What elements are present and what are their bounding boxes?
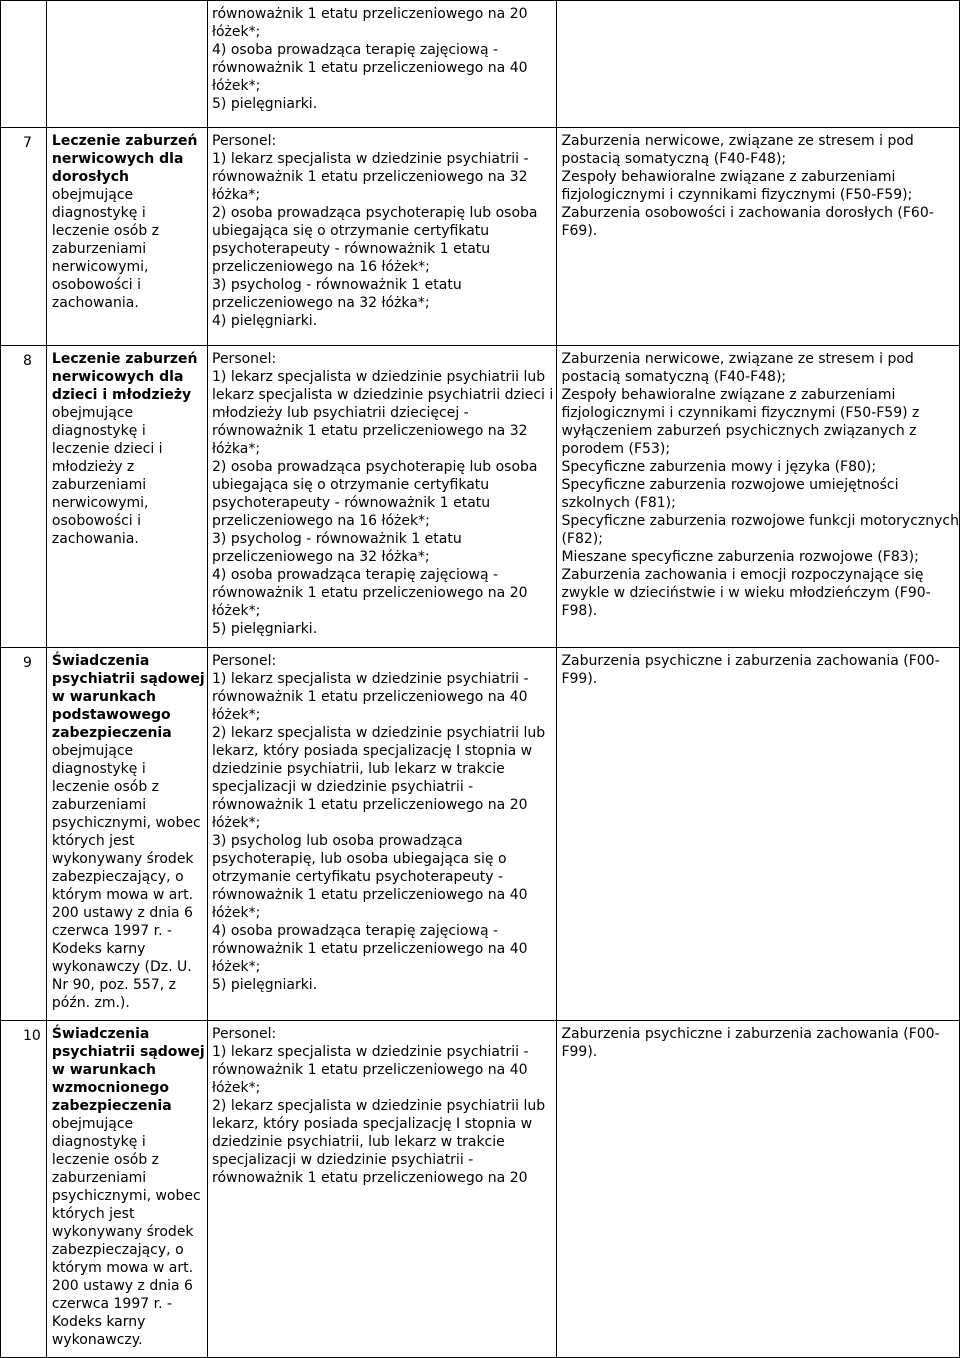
staff-line: przeliczeniowego na 32 łóżka*; [212, 295, 430, 311]
icd-line: Zespoły behawioralne związane z zaburzeniami [561, 387, 896, 403]
staff-line: Personel: [212, 653, 277, 669]
icd-line: Zespoły behawioralne związane z zaburzeniami [561, 169, 896, 185]
icd-line: F69). [561, 223, 598, 239]
staff-requirements-cell [208, 128, 557, 346]
icd-line: Specyficzne zaburzenia rozwojowe funkcji motorycznych [561, 513, 959, 529]
row-number: 8 [1, 346, 47, 648]
staff-line: 1) lekarz specjalista w dziedzinie psychiatrii - [212, 1044, 529, 1060]
staff-requirements-cell [208, 1021, 557, 1358]
row-number [1, 1, 47, 128]
service-name-cell [46, 346, 207, 648]
staff-line: dziedzinie psychiatrii, lub lekarz w trakcie [212, 1134, 505, 1150]
icd-line: fizjologicznymi i czynnikami fizycznymi (F50-F59) z [561, 405, 920, 421]
icd-line: (F82); [561, 531, 603, 547]
icd-line: postacią somatyczną (F40-F48); [561, 151, 787, 167]
icd-line: Specyficzne zaburzenia rozwojowe umiejętności [561, 477, 899, 493]
icd-line: zwykle w dzieciństwie i w wieku młodzieńczym (F90- [561, 585, 931, 601]
icd-line: wyłączeniem zaburzeń psychicznych związanych z [561, 423, 917, 439]
service-description: obejmujące diagnostykę i leczenie osób z zaburzeniami psychicznymi, wobec których jest wykonywany środek zabezpieczający, o którym mowa w art. 200 ustawy z dnia 6 czerwca 1997 r. - Kodeks karny wykonawczy (Dz. U. Nr 90, poz. 557, z późn. zm.). [51, 743, 201, 1011]
icd-line: Specyficzne zaburzenia mowy i języka (F80); [561, 459, 877, 475]
icd-line: szkolnych (F81); [561, 495, 676, 511]
staff-line: 2) osoba prowadząca psychoterapię lub osoba [212, 459, 538, 475]
icd-line: Zaburzenia psychiczne i zaburzenia zachowania (F00- [561, 1026, 940, 1042]
table-row [1, 346, 960, 648]
staff-line: 4) osoba prowadząca terapię zajęciową - [212, 923, 499, 939]
staff-line: 5) pielęgniarki. [212, 96, 318, 112]
icd-line: Zaburzenia psychiczne i zaburzenia zachowania (F00- [561, 653, 940, 669]
staff-line: lekarz, który posiada specjalizację I stopnia w [212, 743, 533, 759]
staff-line: psychoterapeuty - równoważnik 1 etatu [212, 241, 491, 257]
staff-requirements-cell [208, 1, 557, 128]
service-name-cell [46, 648, 207, 1021]
table-row [1, 648, 960, 1021]
icd-codes-cell [557, 128, 960, 346]
staff-line: łóżek*; [212, 78, 261, 94]
icd-codes-cell [557, 346, 960, 648]
staff-line: łóżka*; [212, 187, 261, 203]
staff-line: łóżek*; [212, 905, 261, 921]
staff-line: 5) pielęgniarki. [212, 621, 318, 637]
staff-line: równoważnik 1 etatu przeliczeniowego na 20 [212, 797, 528, 813]
staff-line: łóżek*; [212, 603, 261, 619]
staff-line: 4) pielęgniarki. [212, 313, 318, 329]
icd-line: F99). [561, 671, 598, 687]
icd-codes-cell [557, 1021, 960, 1358]
staff-line: 2) osoba prowadząca psychoterapię lub osoba [212, 205, 538, 221]
staff-line: lekarz specjalista w dziedzinie psychiatrii dzieci i [212, 387, 554, 403]
staff-line: dziedzinie psychiatrii, lub lekarz w trakcie [212, 761, 505, 777]
row-number: 7 [1, 128, 47, 346]
staff-line: 3) psycholog lub osoba prowadząca [212, 833, 463, 849]
service-name-cell [46, 128, 207, 346]
staff-line: otrzymanie certyfikatu psychoterapeuty - [212, 869, 504, 885]
staff-line: Personel: [212, 1026, 277, 1042]
staff-line: 2) lekarz specjalista w dziedzinie psychiatrii lub [212, 725, 546, 741]
staff-line: 1) lekarz specjalista w dziedzinie psychiatrii lub [212, 369, 546, 385]
icd-line: Zaburzenia nerwicowe, związane ze stresem i pod [561, 351, 914, 367]
staff-line: równoważnik 1 etatu przeliczeniowego na 40 [212, 689, 528, 705]
staff-line: 3) psycholog - równoważnik 1 etatu [212, 531, 462, 547]
staff-line: łóżek*; [212, 959, 261, 975]
staff-line: równoważnik 1 etatu przeliczeniowego na 40 [212, 60, 528, 76]
icd-line: porodem (F53); [561, 441, 671, 457]
row-number: 9 [1, 648, 47, 1021]
staff-line: przeliczeniowego na 16 łóżek*; [212, 259, 430, 275]
staff-line: psychoterapię, lub osoba ubiegająca się o [212, 851, 507, 867]
staff-line: przeliczeniowego na 16 łóżek*; [212, 513, 430, 529]
staff-line: ubiegająca się o otrzymanie certyfikatu [212, 223, 490, 239]
staff-line: młodzieży lub psychiatrii dziecięcej - [212, 405, 469, 421]
service-name-cell [46, 1, 207, 128]
staff-line: 4) osoba prowadząca terapię zajęciową - [212, 567, 499, 583]
staff-line: równoważnik 1 etatu przeliczeniowego na 40 [212, 1062, 528, 1078]
staff-line: równoważnik 1 etatu przeliczeniowego na 32 [212, 423, 528, 439]
staff-line: Personel: [212, 351, 277, 367]
icd-line: Mieszane specyficzne zaburzenia rozwojowe (F83); [561, 549, 919, 565]
staff-line: lekarz, który posiada specjalizację I stopnia w [212, 1116, 533, 1132]
staff-line: 2) lekarz specjalista w dziedzinie psychiatrii lub [212, 1098, 546, 1114]
table-row [1, 128, 960, 346]
service-name-bold: Świadczenia psychiatrii sądowej w warunkach podstawowego zabezpieczenia [51, 653, 205, 741]
service-name-bold: Leczenie zaburzeń nerwicowych dla dorosłych [51, 133, 198, 185]
staff-line: równoważnik 1 etatu przeliczeniowego na 20 [212, 585, 528, 601]
row-number: 10 [1, 1021, 47, 1358]
icd-line: Zaburzenia osobowości i zachowania dorosłych (F60- [561, 205, 934, 221]
staff-line: 5) pielęgniarki. [212, 977, 318, 993]
staff-line: równoważnik 1 etatu przeliczeniowego na 20 [212, 1170, 528, 1186]
table-row [1, 1021, 960, 1358]
icd-line: postacią somatyczną (F40-F48); [561, 369, 787, 385]
table-row [1, 1, 960, 128]
service-name-cell [46, 1021, 207, 1358]
service-name-bold: Leczenie zaburzeń nerwicowych dla dzieci i młodzieży [51, 351, 198, 403]
service-description: obejmujące diagnostykę i leczenie dzieci i młodzieży z zaburzeniami nerwicowymi, osobowości i zachowania. [51, 405, 163, 547]
staff-line: łóżek*; [212, 815, 261, 831]
staff-line: równoważnik 1 etatu przeliczeniowego na 32 [212, 169, 528, 185]
staff-line: 3) psycholog - równoważnik 1 etatu [212, 277, 462, 293]
staff-line: ubiegająca się o otrzymanie certyfikatu [212, 477, 490, 493]
staff-line: specjalizacji w dziedzinie psychiatrii - [212, 779, 474, 795]
icd-line: F98). [561, 603, 598, 619]
staff-line: przeliczeniowego na 32 łóżka*; [212, 549, 430, 565]
staff-line: 1) lekarz specjalista w dziedzinie psychiatrii - [212, 151, 529, 167]
staff-line: psychoterapeuty - równoważnik 1 etatu [212, 495, 491, 511]
icd-codes-cell [557, 1, 960, 128]
service-description: obejmujące diagnostykę i leczenie osób z zaburzeniami nerwicowymi, osobowości i zachowania. [51, 187, 160, 311]
service-description: obejmujące diagnostykę i leczenie osób z zaburzeniami psychicznymi, wobec których jest wykonywany środek zabezpieczający, o którym mowa w art. 200 ustawy z dnia 6 czerwca 1997 r. - Kodeks karny wykonawczy. [51, 1116, 201, 1348]
staff-line: Personel: [212, 133, 277, 149]
staff-line: 4) osoba prowadząca terapię zajęciową - [212, 42, 499, 58]
staff-requirements-cell [208, 648, 557, 1021]
staff-line: łóżek*; [212, 24, 261, 40]
table-body [1, 1, 960, 1358]
icd-line: F99). [561, 1044, 598, 1060]
staff-line: łóżka*; [212, 441, 261, 457]
staff-line: specjalizacji w dziedzinie psychiatrii - [212, 1152, 474, 1168]
staff-line: równoważnik 1 etatu przeliczeniowego na 40 [212, 941, 528, 957]
staff-line: równoważnik 1 etatu przeliczeniowego na 40 [212, 887, 528, 903]
staff-line: łóżek*; [212, 707, 261, 723]
icd-line: Zaburzenia zachowania i emocji rozpoczynające się [561, 567, 924, 583]
icd-codes-cell [557, 648, 960, 1021]
staff-requirements-cell [208, 346, 557, 648]
staff-line: łóżek*; [212, 1080, 261, 1096]
staff-line: 1) lekarz specjalista w dziedzinie psychiatrii - [212, 671, 529, 687]
staff-line: równoważnik 1 etatu przeliczeniowego na 20 [212, 6, 528, 22]
icd-line: fizjologicznymi i czynnikami fizycznymi (F50-F59); [561, 187, 913, 203]
service-name-bold: Świadczenia psychiatrii sądowej w warunkach wzmocnionego zabezpieczenia [51, 1026, 205, 1114]
icd-line: Zaburzenia nerwicowe, związane ze stresem i pod [561, 133, 914, 149]
